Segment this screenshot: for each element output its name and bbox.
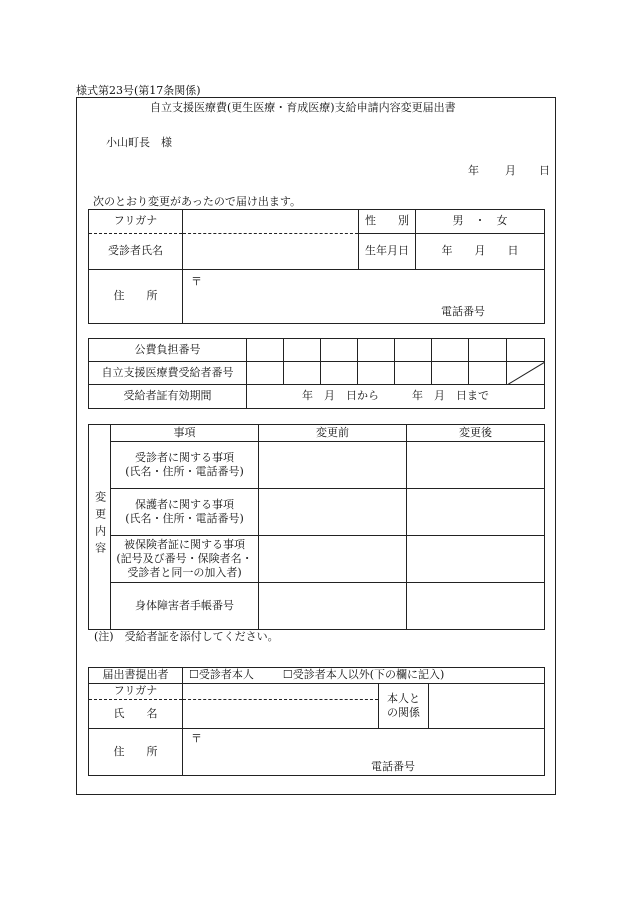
change-item-guardian bbox=[111, 489, 259, 536]
option-self-checkbox[interactable]: ☐受診者本人 bbox=[189, 668, 254, 682]
submitter-name-field[interactable] bbox=[183, 700, 379, 729]
digit-cell[interactable] bbox=[469, 362, 507, 385]
submitter-postal-mark: 〒 bbox=[191, 732, 202, 745]
gender-label: 性 別 bbox=[359, 210, 416, 234]
item-line: (氏名・住所・電話番号) bbox=[125, 512, 244, 525]
submitter-furigana-label: フリガナ bbox=[89, 684, 183, 700]
dob-field[interactable]: 年 月 日 bbox=[416, 234, 545, 270]
form-reference: 様式第23号(第17条関係) bbox=[76, 84, 201, 97]
submitter-label: 届出書提出者 bbox=[89, 668, 183, 684]
item-line: 被保険者証に関する事項 bbox=[124, 537, 245, 551]
digit-cell[interactable] bbox=[469, 339, 507, 362]
change-item-insurance bbox=[111, 536, 259, 583]
digit-cell[interactable] bbox=[247, 339, 284, 362]
submitter-phone-label: 電話番号 bbox=[371, 760, 415, 773]
change-item-recipient bbox=[111, 442, 259, 489]
intro-text: 次のとおり変更があったので届け出ます。 bbox=[93, 195, 302, 208]
relation-label bbox=[379, 684, 429, 729]
relation-field[interactable] bbox=[429, 684, 545, 729]
item-line: (記号及び番号・保険者名・ bbox=[116, 551, 253, 565]
digit-cell[interactable] bbox=[432, 362, 469, 385]
submitter-address-label: 住 所 bbox=[89, 729, 183, 776]
date-year-label: 年 bbox=[468, 164, 479, 177]
numbers-table bbox=[88, 338, 545, 409]
after-field[interactable] bbox=[407, 536, 545, 583]
recipient-number-label: 自立支援医療費受給者番号 bbox=[89, 362, 247, 385]
attachment-note: (注) 受給者証を添付してください。 bbox=[94, 630, 279, 643]
public-burden-label: 公費負担番号 bbox=[89, 339, 247, 362]
changes-table bbox=[88, 424, 545, 630]
item-line: 受診者と同一の加入者) bbox=[127, 566, 242, 580]
crossed-cell bbox=[507, 362, 545, 385]
item-line: 保護者に関する事項 bbox=[135, 497, 234, 511]
digit-cell[interactable] bbox=[284, 339, 321, 362]
relation-line: の関係 bbox=[387, 706, 420, 719]
addressee: 小山町長 様 bbox=[106, 136, 172, 149]
submitter-table bbox=[88, 667, 545, 776]
digit-cell[interactable] bbox=[507, 339, 545, 362]
digit-cell[interactable] bbox=[432, 339, 469, 362]
recipient-table bbox=[88, 209, 545, 324]
submitter-furigana-field[interactable] bbox=[183, 684, 379, 700]
before-field[interactable] bbox=[259, 536, 407, 583]
validity-label: 受給者証有効期間 bbox=[89, 385, 247, 409]
before-field[interactable] bbox=[259, 442, 407, 489]
col-before-header: 変更前 bbox=[259, 425, 407, 442]
digit-cell[interactable] bbox=[321, 362, 358, 385]
digit-cell[interactable] bbox=[395, 339, 432, 362]
col-item-header: 事項 bbox=[111, 425, 259, 442]
phone-label: 電話番号 bbox=[441, 305, 485, 318]
furigana-field[interactable] bbox=[183, 210, 359, 234]
address-label: 住 所 bbox=[89, 270, 183, 324]
diagonal-slash bbox=[507, 362, 545, 385]
name-field[interactable] bbox=[183, 234, 359, 270]
item-line: 身体障害者手帳番号 bbox=[135, 598, 234, 612]
change-item-disability bbox=[111, 583, 259, 630]
change-side-label-cell bbox=[89, 425, 111, 630]
digit-cell[interactable] bbox=[358, 362, 395, 385]
submitter-address-field[interactable] bbox=[183, 729, 545, 776]
after-field[interactable] bbox=[407, 442, 545, 489]
relation-line: 本人と bbox=[387, 691, 420, 705]
digit-cell[interactable] bbox=[284, 362, 321, 385]
change-side-label: 変更内容 bbox=[93, 490, 107, 559]
digit-cell[interactable] bbox=[395, 362, 432, 385]
digit-cell[interactable] bbox=[358, 339, 395, 362]
name-label: 受診者氏名 bbox=[89, 234, 183, 270]
item-line: (氏名・住所・電話番号) bbox=[125, 465, 244, 478]
col-after-header: 変更後 bbox=[407, 425, 545, 442]
option-other-checkbox[interactable]: ☐受診者本人以外(下の欄に記入) bbox=[282, 668, 445, 682]
item-line: 受診者に関する事項 bbox=[135, 450, 234, 464]
validity-field[interactable]: 年 月 日から 年 月 日まで bbox=[247, 385, 545, 409]
gender-options[interactable]: 男 ・ 女 bbox=[416, 210, 545, 234]
dob-label: 生年月日 bbox=[359, 234, 416, 270]
furigana-label: フリガナ bbox=[89, 210, 183, 234]
submitter-options bbox=[183, 668, 545, 684]
date-day-label: 日 bbox=[539, 164, 550, 177]
before-field[interactable] bbox=[259, 583, 407, 630]
after-field[interactable] bbox=[407, 489, 545, 536]
form-title: 自立支援医療費(更生医療・育成医療)支給申請内容変更届出書 bbox=[150, 101, 456, 114]
date-month-label: 月 bbox=[505, 164, 516, 177]
digit-cell[interactable] bbox=[321, 339, 358, 362]
digit-cell[interactable] bbox=[247, 362, 284, 385]
after-field[interactable] bbox=[407, 583, 545, 630]
postal-mark: 〒 bbox=[191, 275, 202, 288]
submitter-name-label: 氏 名 bbox=[89, 700, 183, 729]
before-field[interactable] bbox=[259, 489, 407, 536]
address-field[interactable] bbox=[183, 270, 545, 324]
